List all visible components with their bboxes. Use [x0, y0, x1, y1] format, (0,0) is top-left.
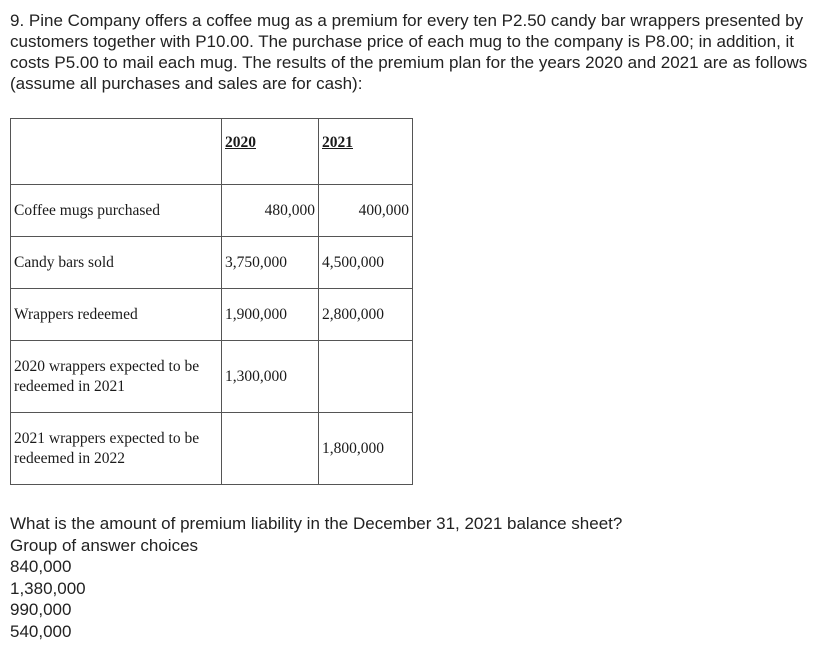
- answer-choice[interactable]: 990,000: [10, 600, 72, 619]
- answer-choice[interactable]: 540,000: [10, 621, 72, 641]
- table-row: [11, 185, 413, 237]
- cell-wrappers-redeemed-2021: 2,800,000: [319, 289, 413, 341]
- header-2020: 2020: [225, 134, 256, 151]
- table-row: [11, 341, 413, 413]
- prompt-question: What is the amount of premium liability in the December 31, 2021 balance sheet?: [10, 514, 623, 533]
- table-row: [11, 289, 413, 341]
- row-label-2021-expected: 2021 wrappers expected to be redeemed in 2022: [11, 413, 222, 485]
- header-cell-blank: [11, 119, 222, 185]
- premium-plan-table: [10, 118, 413, 485]
- row-label-candy-bars-sold: Candy bars sold: [11, 237, 222, 289]
- cell-2021-expected-2021: 1,800,000: [319, 413, 413, 485]
- answer-section: [10, 513, 622, 642]
- cell-candy-bars-2020: 3,750,000: [222, 237, 319, 289]
- answer-choice[interactable]: 840,000: [10, 557, 72, 576]
- table-row: [11, 237, 413, 289]
- cell-wrappers-redeemed-2020: 1,900,000: [222, 289, 319, 341]
- table-row: [11, 413, 413, 485]
- table-header-row: [11, 119, 413, 185]
- row-label-mugs-purchased: Coffee mugs purchased: [11, 185, 222, 237]
- cell-2020-expected-2020: 1,300,000: [222, 341, 319, 413]
- cell-2020-expected-2021: [319, 341, 413, 413]
- answer-choice[interactable]: 1,380,000: [10, 578, 86, 598]
- question-text: 9. Pine Company offers a coffee mug as a premium for every ten P2.50 candy bar wrappers presented by customers together with P10.00. The purchase price of each mug to the company is P8.00; in addition, it costs P5.00 to mail each mug. The results of the premium plan for the years 2020 and 2021 are as follows (assume all purchases and sales are for cash):: [10, 11, 808, 93]
- cell-candy-bars-2021: 4,500,000: [319, 237, 413, 289]
- header-2021: 2021: [322, 134, 353, 151]
- group-label: Group of answer choices: [10, 535, 199, 555]
- cell-mugs-purchased-2021: 400,000: [319, 185, 413, 237]
- cell-2021-expected-2020: [222, 413, 319, 485]
- row-label-wrappers-redeemed: Wrappers redeemed: [11, 289, 222, 341]
- cell-mugs-purchased-2020: 480,000: [222, 185, 319, 237]
- row-label-2020-expected: 2020 wrappers expected to be redeemed in 2021: [11, 341, 222, 413]
